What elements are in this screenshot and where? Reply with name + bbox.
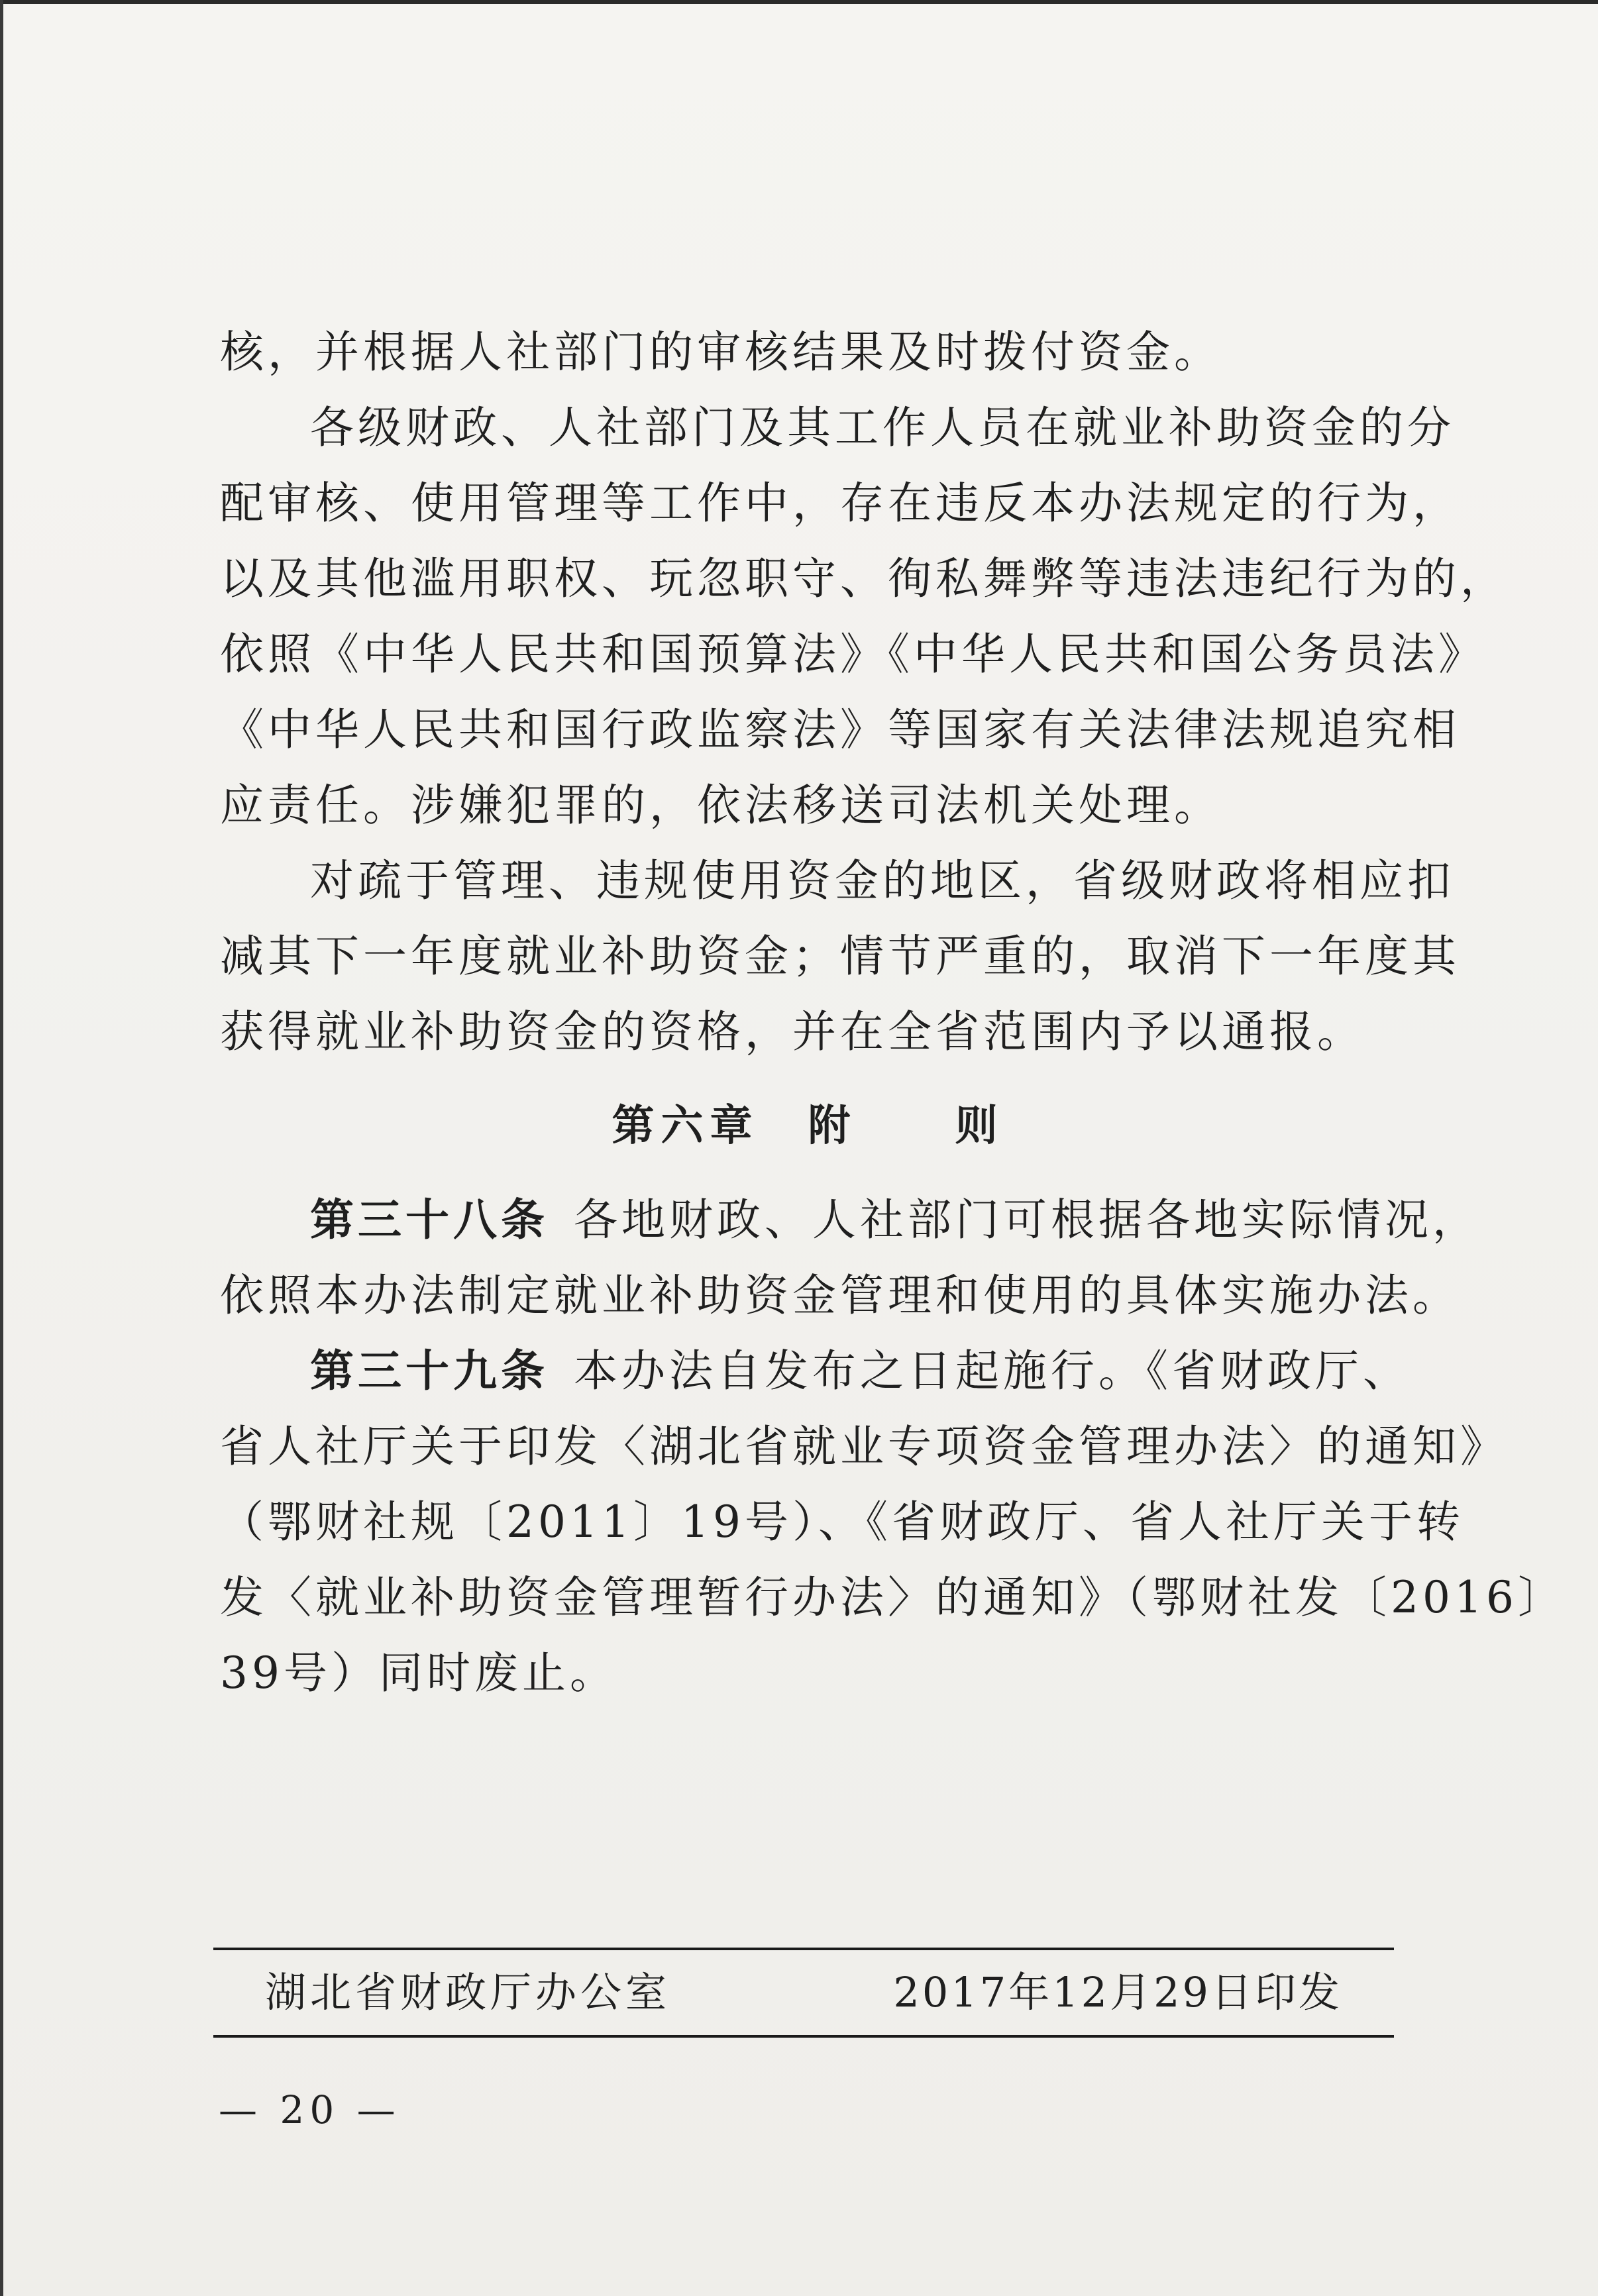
- paragraph-line: 对疏于管理、违规使用资金的地区，省级财政将相应扣: [310, 855, 1455, 906]
- paragraph-line: 配审核、使用管理等工作中，存在违反本办法规定的行为，: [220, 478, 1460, 529]
- paragraph-line: 应责任。涉嫌犯罪的，依法移送司法机关处理。: [220, 780, 1222, 831]
- chapter-heading: 第六章 附 则: [612, 1102, 1004, 1151]
- article-39-text: 本办法自发布之日起施行。《省财政厅、: [574, 1345, 1411, 1396]
- body-text: [220, 315, 1566, 1711]
- footer-rule-top: [213, 1948, 1394, 1950]
- scan-edge-top: [0, 0, 1598, 4]
- paragraph-line: 获得就业补助资金的资格，并在全省范围内予以通报。: [220, 1006, 1365, 1057]
- article-38-line: 依照本办法制定就业补助资金管理和使用的具体实施办法。: [220, 1270, 1460, 1321]
- article-38-line: [220, 1182, 1480, 1258]
- paragraph-line: 依照《中华人民共和国预算法》《中华人民共和国公务员法》: [220, 629, 1486, 680]
- article-39-line: [220, 1333, 1411, 1409]
- article-39-label: 第三十九条: [310, 1345, 549, 1396]
- footer-date: 2017年12月29日印发: [893, 1968, 1342, 2016]
- scan-edge-left: [0, 0, 3, 2296]
- paragraph-line: 《中华人民共和国行政监察法》等国家有关法律法规追究相: [220, 704, 1460, 755]
- article-39-line: 39号）同时废止。: [220, 1647, 617, 1698]
- article-38-label: 第三十八条: [310, 1194, 549, 1245]
- page-number: — 20 —: [219, 2087, 401, 2132]
- article-39-line: 发〈就业补助资金管理暂行办法〉的通知》（鄂财社发〔2016〕: [220, 1572, 1566, 1623]
- paragraph-line: 减其下一年度就业补助资金；情节严重的，取消下一年度其: [220, 931, 1460, 982]
- article-39-line: （鄂财社规〔2011〕19号）、《省财政厅、省人社厅关于转: [220, 1496, 1464, 1547]
- footer-rule-bottom: [213, 2035, 1394, 2038]
- article-39-line: 省人社厅关于印发〈湖北省就业专项资金管理办法〉的通知》: [220, 1421, 1508, 1472]
- article-38-text: 各地财政、人社部门可根据各地实际情况，: [574, 1194, 1480, 1245]
- paragraph-line: 以及其他滥用职权、玩忽职守、徇私舞弊等违法违纪行为的，: [220, 553, 1508, 604]
- footer-issuer: 湖北省财政厅办公室: [265, 1968, 671, 2016]
- paragraph-line: 核，并根据人社部门的审核结果及时拨付资金。: [220, 327, 1222, 378]
- paragraph-line: 各级财政、人社部门及其工作人员在就业补助资金的分: [310, 402, 1455, 453]
